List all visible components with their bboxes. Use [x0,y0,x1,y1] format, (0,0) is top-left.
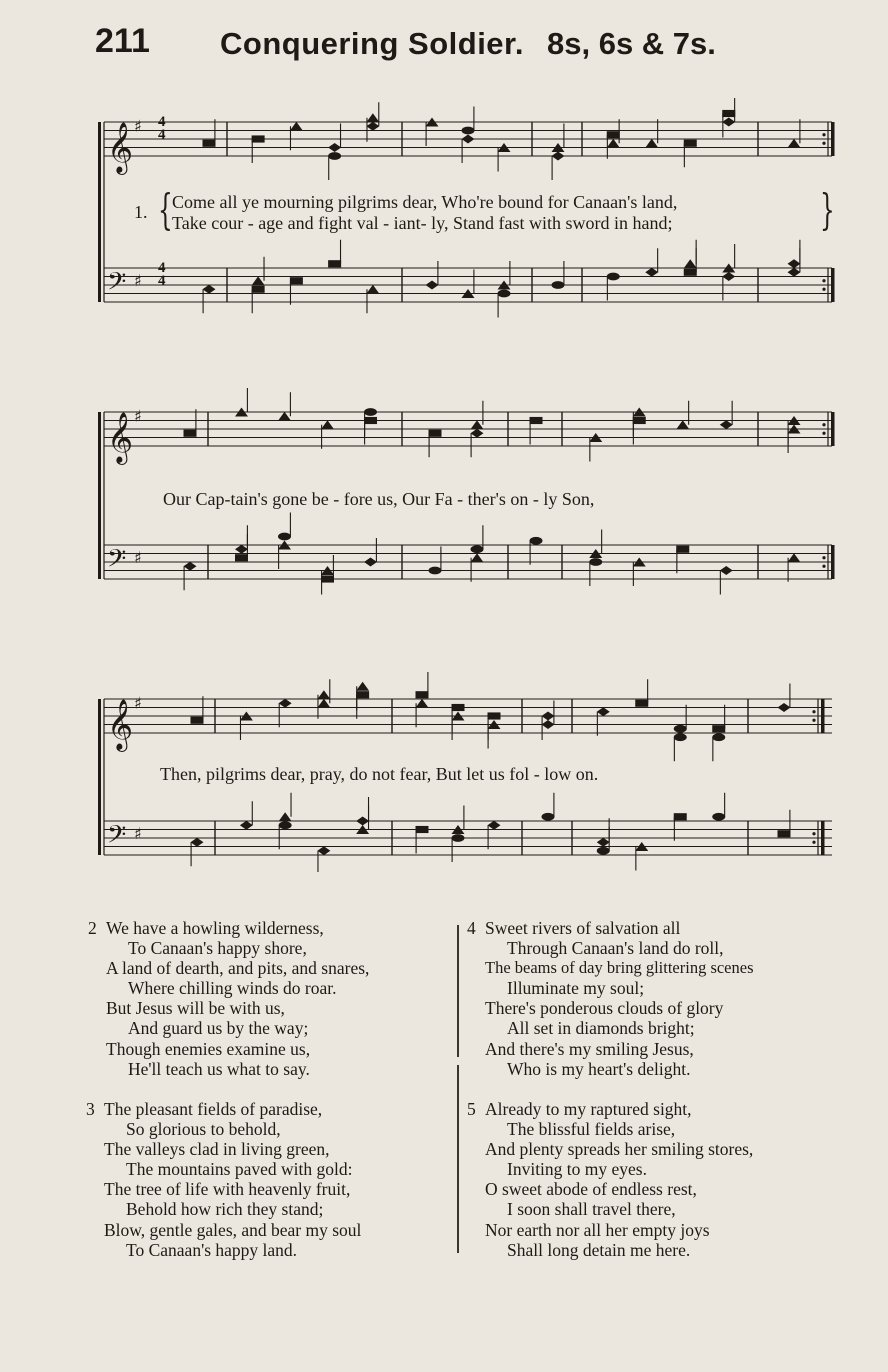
note-head [471,553,484,562]
note-head [452,704,465,711]
note-head [722,117,735,126]
stanza-3 [86,1099,362,1260]
stanza-line: To Canaan's happy shore, [128,938,307,959]
note-head [788,139,801,148]
stanza-line: Illuminate my soul; [507,978,645,999]
stanza-line: The valleys clad in living green, [104,1139,330,1160]
note-head [542,711,555,720]
music-system-1 [90,95,838,330]
stanza-line: Sweet rivers of salvation all [485,918,681,938]
note-head [429,567,442,575]
note-head [356,691,369,698]
note-head [429,430,442,437]
note-head [720,420,733,429]
note-head [684,259,697,268]
note-head [684,140,697,147]
treble-clef-icon: 𝄞 [107,699,134,750]
note-head [317,699,330,708]
note-head [488,712,501,719]
stanza-line: O sweet abode of endless rest, [485,1179,697,1200]
repeat-dot [822,133,825,136]
note-head [471,420,484,429]
note-head [328,143,341,152]
lyrics-line-2: Take cour - age and fight val - iant- ly, Stand fast with sword in hand; [172,213,673,233]
stanza-line: The blissful fields arise, [507,1119,676,1140]
note-head [426,280,439,289]
stanza-line: To Canaan's happy land. [126,1239,298,1260]
sharp-icon: ♯ [134,116,142,136]
sharp-icon: ♯ [134,270,142,290]
note-head [235,554,248,561]
note-head [788,553,801,562]
note-head [674,733,687,741]
note-head [674,813,687,820]
note-head [356,816,369,825]
stanza-5 [467,1099,754,1260]
note-head [589,558,602,566]
note-head [416,826,429,833]
lyrics-line-4: Then, pilgrims dear, pray, do not fear, But let us fol - low on. [160,764,599,784]
stanza-line: And plenty spreads her smiling stores, [485,1139,754,1160]
system-bracket [98,122,101,302]
note-head [471,545,484,553]
music-system-3 [90,672,838,872]
system-bracket [98,699,101,855]
note-head [416,699,429,708]
hymn-title: Conquering Soldier. [220,26,525,61]
note-head [279,812,292,821]
note-head [321,575,334,582]
note-head [240,821,253,830]
note-head [674,725,687,733]
stanza-line: Inviting to my eyes. [507,1159,647,1180]
bass-clef-icon: 𝄢 [107,544,127,580]
stanza-line: And guard us by the way; [128,1018,309,1039]
sharp-icon: ♯ [134,547,142,567]
note-head [317,846,330,855]
note-head [328,260,341,267]
stanza-line: The beams of day bring glittering scenes [485,958,754,978]
final-bar-line [821,821,825,855]
note-head [597,707,610,716]
note-head [252,135,265,142]
note-head [498,290,511,298]
note-head [676,546,689,553]
final-bar-line [831,122,835,156]
note-head [778,703,791,712]
note-head [184,562,197,571]
note-head [317,690,330,699]
stanza-line: He'll teach us what to say. [128,1058,310,1079]
note-head [364,408,377,416]
system-bracket [98,412,101,579]
note-head [712,733,725,741]
final-bar-line [831,268,835,302]
note-head [788,259,801,268]
note-head [720,566,733,575]
note-head [722,272,735,281]
final-bar-line [831,412,835,446]
stanza-2 [88,918,370,1079]
note-head [722,110,735,117]
note-head [366,113,379,122]
note-head [552,151,565,160]
stanza-line: All set in diamonds bright; [507,1018,695,1039]
stanza-line: Though enemies examine us, [106,1038,311,1059]
repeat-dot [812,710,815,713]
time-signature-bass: 4 4 [158,260,166,289]
note-head [462,134,475,143]
repeat-dot [822,288,825,291]
note-head [778,830,791,837]
final-bar-line [821,699,825,733]
page-number: 211 [95,22,150,60]
stanza-line: There's ponderous clouds of glory [485,998,724,1019]
note-head [597,838,610,847]
note-head [542,813,555,821]
note-head [462,127,475,135]
repeat-dot [822,556,825,559]
treble-clef-icon: 𝄞 [107,122,134,173]
note-head [279,699,292,708]
note-head [607,139,620,148]
note-head [203,140,216,147]
note-head [278,533,291,541]
note-head [552,281,565,289]
repeat-dot [822,279,825,282]
note-head [645,268,658,277]
stanza-line: But Jesus will be with us, [106,998,285,1019]
bass-clef-icon: 𝄢 [107,267,127,303]
note-head [290,122,303,131]
note-head [542,720,555,729]
stanza-line: Already to my raptured sight, [485,1099,692,1119]
note-head [364,417,377,424]
stanza-line: Through Canaan's land do roll, [507,938,724,959]
stanza-line: Behold how rich they stand; [126,1199,324,1220]
note-head [416,691,429,698]
repeat-dot [812,719,815,722]
stanza-line: Blow, gentle gales, and bear my soul [104,1219,362,1240]
repeat-dot [822,142,825,145]
note-head [356,682,369,691]
bass-clef-icon: 𝄢 [107,820,127,856]
stanza-number: 5 [467,1099,476,1119]
stanza-line: The mountains paved with gold: [126,1159,353,1180]
note-head [788,268,801,277]
final-bar-line [831,545,835,579]
note-head [235,545,248,554]
note-head [712,725,725,732]
stanza-line: Shall long detain me here. [507,1239,691,1260]
stanza-number: 4 [467,918,476,938]
repeat-dot [822,423,825,426]
stanza-line: The pleasant fields of paradise, [104,1099,323,1119]
column-divider-bottom [457,1065,459,1253]
meter-label: 8s, 6s & 7s. [547,26,716,61]
note-head [530,417,543,424]
note-head [279,821,292,829]
sharp-icon: ♯ [134,406,142,426]
note-head [184,430,197,437]
music-system-2 [90,385,838,625]
stanza-line: The tree of life with heavenly fruit, [104,1179,351,1200]
stanza-line: We have a howling wilderness, [106,918,324,938]
note-head [645,139,658,148]
note-head [488,821,501,830]
note-head [252,286,265,293]
stanza-number: 3 [86,1099,95,1119]
note-head [366,122,379,131]
note-head [252,276,265,285]
note-head [635,700,648,707]
note-head [607,131,620,138]
note-head [321,420,334,429]
time-signature-treble: 4 4 [158,114,166,143]
stanza-4 [467,918,754,1079]
stanza-line: I soon shall travel there, [507,1199,676,1220]
note-head [530,537,543,545]
note-head [328,152,341,160]
right-brace: } [820,185,835,234]
note-head [684,269,697,276]
note-head [712,813,725,821]
note-head [364,557,377,566]
column-divider-top [457,925,459,1057]
note-head [191,717,204,724]
note-head [366,285,379,294]
stanza-line: Who is my heart's delight. [507,1058,691,1079]
left-brace: { [158,185,173,234]
note-head [607,273,620,281]
lyrics-line-1: Come all ye mourning pilgrims dear, Who're bound for Canaan's land, [172,192,678,212]
stanza-line: So glorious to behold, [126,1119,281,1140]
repeat-dot [822,432,825,435]
note-head [676,420,689,429]
note-head [452,834,465,842]
note-head [290,277,303,284]
lyrics-line-3: Our Cap-tain's gone be - fore us, Our Fa - ther's on - ly Son, [163,489,595,509]
sharp-icon: ♯ [134,693,142,713]
repeat-dot [812,841,815,844]
note-head [278,412,291,421]
stanza-line: Where chilling winds do roar. [128,978,337,999]
note-head [203,285,216,294]
repeat-dot [812,832,815,835]
stanza-line: And there's my smiling Jesus, [485,1038,694,1059]
note-head [633,417,646,424]
note-head [191,838,204,847]
stanza-number: 2 [88,918,97,938]
sharp-icon: ♯ [134,823,142,843]
verse-number: 1. [134,202,148,222]
stanza-line: Nor earth nor all her empty joys [485,1219,710,1240]
repeat-dot [822,565,825,568]
page-header [95,22,855,72]
stanza-line: A land of dearth, and pits, and snares, [106,958,370,979]
treble-clef-icon: 𝄞 [107,412,134,463]
note-head [597,847,610,855]
note-head [471,429,484,438]
